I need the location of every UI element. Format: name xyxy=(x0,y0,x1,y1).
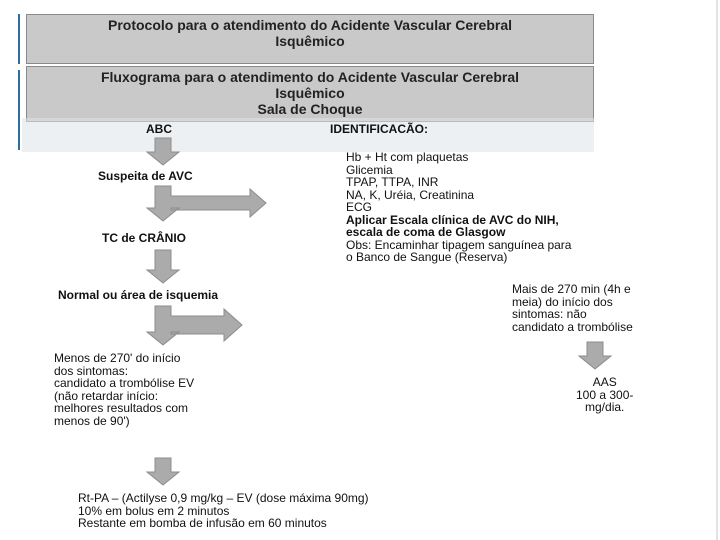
rtpa-line: Restante em bomba de infusão em 60 minutos xyxy=(78,516,327,530)
menos-line: candidato a trombólise EV xyxy=(54,376,195,390)
rtpa-line: Rt-PA – (Actilyse 0,9 mg/kg – EV (dose máxima 90mg) xyxy=(78,491,369,505)
abc-label: ABC xyxy=(146,122,172,136)
split-arrow-1-icon xyxy=(148,186,268,222)
rtpa-line: 10% em bolus em 2 minutos xyxy=(78,503,230,518)
exam-line: ECG xyxy=(346,200,373,214)
identificacao-block xyxy=(346,151,571,264)
down-arrow-2-icon xyxy=(148,250,180,284)
scale-line: escala de coma de Glasgow xyxy=(346,225,506,239)
mais-line: meia) do início dos xyxy=(512,294,613,309)
aas-line: mg/dia. xyxy=(585,400,625,414)
tc-cranio-label: TC de CRÂNIO xyxy=(102,231,186,245)
left-accent-rule-lower xyxy=(18,70,20,150)
protocol-title-line1: Protocolo para o atendimento do Acidente Vascular Cerebral xyxy=(107,17,513,33)
flowchart-title-box xyxy=(26,66,594,122)
protocol-title-box xyxy=(26,14,594,64)
mais-270-block xyxy=(512,283,633,333)
scale-line: Aplicar Escala clínica de AVC do NIH, xyxy=(346,212,559,227)
down-arrow-3-icon xyxy=(148,458,180,486)
aas-line: 100 a 300- xyxy=(576,387,634,402)
menos-line: dos sintomas: xyxy=(54,363,129,378)
suspeita-avc-label: Suspeita de AVC xyxy=(98,169,193,183)
menos-line: (não retardar início: xyxy=(54,388,159,403)
obs-line: o Banco de Sangue (Reserva) xyxy=(346,250,508,264)
exam-line: Hb + Ht com plaquetas xyxy=(346,150,469,164)
down-arrow-1-icon xyxy=(148,138,180,166)
identificacao-title: IDENTIFICACÃO: xyxy=(330,122,428,136)
down-arrow-4-icon xyxy=(580,342,612,370)
normal-isquemia-label: Normal ou área de isquemia xyxy=(58,288,219,302)
header-shadow-band xyxy=(22,118,594,152)
split-arrow-2-icon xyxy=(148,306,244,346)
obs-line: Obs: Encaminhar tipagem sanguínea para xyxy=(346,237,572,252)
exam-line: TPAP, TTPA, INR xyxy=(346,175,439,189)
menos-270-block xyxy=(54,352,194,427)
aas-block xyxy=(576,376,633,414)
exam-line: NA, K, Uréia, Creatinina xyxy=(346,187,475,202)
mais-line: candidato a trombólise xyxy=(512,319,633,334)
menos-line: melhores resultados com xyxy=(54,401,189,415)
mais-line: sintomas: não xyxy=(512,307,587,321)
exam-line: Glicemia xyxy=(346,162,393,177)
rtpa-block xyxy=(78,492,369,530)
mais-line: Mais de 270 min (4h e xyxy=(512,282,631,296)
protocol-title-line2: Isquêmico xyxy=(275,33,345,49)
aas-line: AAS xyxy=(592,375,617,389)
flowchart-title-line3: Sala de Choque xyxy=(257,101,363,117)
flowchart-title-line1: Fluxograma para o atendimento do Acidente Vascular Cerebral xyxy=(100,69,520,85)
menos-line: Menos de 270' do início xyxy=(54,351,181,365)
left-accent-rule xyxy=(18,14,20,64)
menos-line: menos de 90') xyxy=(54,413,130,428)
right-edge-rule xyxy=(716,0,718,540)
flowchart-title-line2: Isquêmico xyxy=(275,85,345,101)
